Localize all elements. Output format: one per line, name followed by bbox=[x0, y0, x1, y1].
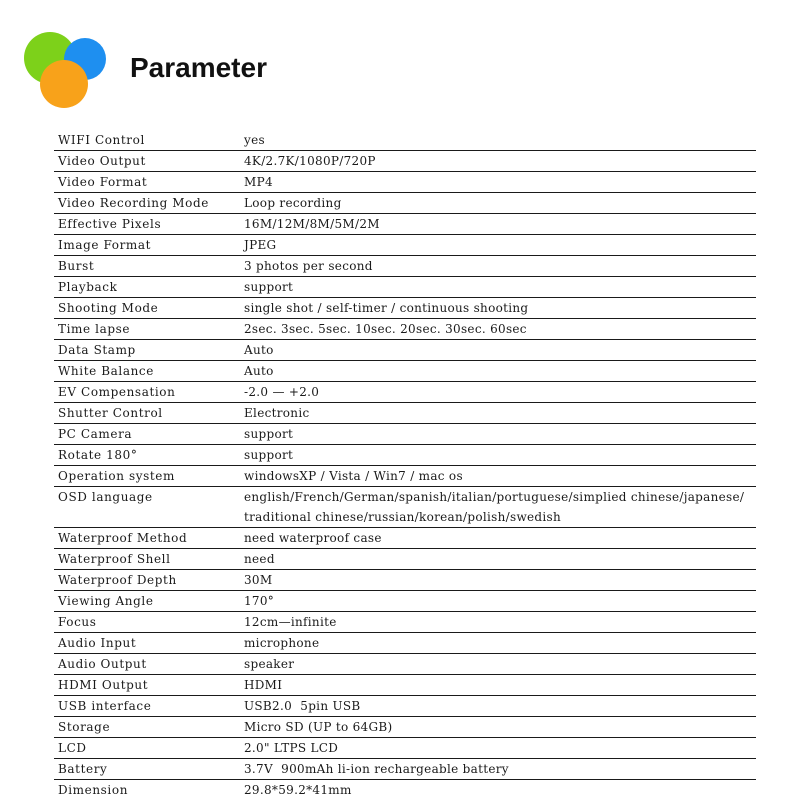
table-row bbox=[54, 340, 756, 361]
table-row bbox=[54, 298, 756, 319]
parameter-name: Operation system bbox=[58, 469, 175, 483]
table-row bbox=[54, 654, 756, 675]
parameter-value: 29.8*59.2*41mm bbox=[244, 783, 352, 797]
table-row bbox=[54, 235, 756, 256]
parameter-name: Video Output bbox=[58, 154, 146, 168]
parameter-value: 3 photos per second bbox=[244, 259, 373, 273]
parameter-name: Video Format bbox=[58, 175, 148, 189]
table-row bbox=[54, 633, 756, 654]
table-row bbox=[54, 696, 756, 717]
table-row bbox=[54, 319, 756, 340]
parameter-name: Waterproof Depth bbox=[58, 573, 177, 587]
parameter-name: LCD bbox=[58, 741, 87, 755]
parameter-name: Shutter Control bbox=[58, 406, 163, 420]
parameter-name: Rotate 180° bbox=[58, 448, 138, 462]
parameter-name: Dimension bbox=[58, 783, 129, 797]
parameter-value: windowsXP / Vista / Win7 / mac os bbox=[244, 469, 463, 483]
table-row bbox=[54, 403, 756, 424]
table-row bbox=[54, 487, 756, 528]
parameter-value: Auto bbox=[244, 364, 274, 378]
parameter-name: Shooting Mode bbox=[58, 301, 159, 315]
parameter-name: PC Camera bbox=[58, 427, 133, 441]
parameter-table bbox=[54, 130, 756, 800]
parameter-name: Waterproof Shell bbox=[58, 552, 171, 566]
table-row bbox=[54, 214, 756, 235]
parameter-name: WIFI Control bbox=[58, 133, 145, 147]
parameter-value: 2sec. 3sec. 5sec. 10sec. 20sec. 30sec. 60sec bbox=[244, 322, 527, 336]
parameter-value: support bbox=[244, 448, 294, 462]
table-row bbox=[54, 172, 756, 193]
table-row bbox=[54, 130, 756, 151]
parameter-name: EV Compensation bbox=[58, 385, 176, 399]
parameter-value: JPEG bbox=[244, 238, 277, 252]
page-title: Parameter bbox=[130, 52, 267, 83]
parameter-name: Effective Pixels bbox=[58, 217, 162, 231]
table-row bbox=[54, 759, 756, 780]
table-row bbox=[54, 193, 756, 214]
table-row bbox=[54, 445, 756, 466]
parameter-value: Electronic bbox=[244, 406, 310, 420]
parameter-name: Waterproof Method bbox=[58, 531, 188, 545]
table-row bbox=[54, 738, 756, 759]
brand-logo-circles bbox=[24, 30, 110, 110]
parameter-value: Loop recording bbox=[244, 196, 342, 210]
parameter-name: OSD language bbox=[58, 490, 153, 504]
table-row bbox=[54, 570, 756, 591]
parameter-value: 3.7V 900mAh li-ion rechargeable battery bbox=[244, 762, 509, 776]
parameter-value: yes bbox=[244, 133, 265, 147]
table-row bbox=[54, 717, 756, 738]
table-row bbox=[54, 256, 756, 277]
table-row bbox=[54, 361, 756, 382]
parameter-value: 30M bbox=[244, 573, 273, 587]
parameter-name: Viewing Angle bbox=[58, 594, 154, 608]
parameter-value: speaker bbox=[244, 657, 295, 671]
table-row bbox=[54, 612, 756, 633]
table-row bbox=[54, 780, 756, 800]
table-row bbox=[54, 382, 756, 403]
parameter-name: HDMI Output bbox=[58, 678, 149, 692]
parameter-name: Video Recording Mode bbox=[58, 196, 209, 210]
parameter-name: USB interface bbox=[58, 699, 152, 713]
parameter-name: Storage bbox=[58, 720, 111, 734]
parameter-value: USB2.0 5pin USB bbox=[244, 699, 361, 713]
table-row bbox=[54, 424, 756, 445]
parameter-name: Playback bbox=[58, 280, 118, 294]
parameter-value: support bbox=[244, 427, 294, 441]
parameter-name: Burst bbox=[58, 259, 95, 273]
table-row bbox=[54, 549, 756, 570]
parameter-value: Micro SD (UP to 64GB) bbox=[244, 720, 393, 734]
parameter-name: Audio Input bbox=[58, 636, 137, 650]
parameter-value: HDMI bbox=[244, 678, 283, 692]
parameter-name: Focus bbox=[58, 615, 97, 629]
table-row bbox=[54, 675, 756, 696]
parameter-value: Auto bbox=[244, 343, 274, 357]
parameter-name: Time lapse bbox=[58, 322, 131, 336]
parameter-value: english/French/German/spanish/italian/portuguese/simplied chinese/japanese/ traditional chinese/russian/korean/polish/swedish bbox=[244, 490, 745, 524]
table-row bbox=[54, 528, 756, 549]
parameter-name: Battery bbox=[58, 762, 108, 776]
parameter-name: Audio Output bbox=[58, 657, 147, 671]
parameter-name: Data Stamp bbox=[58, 343, 136, 357]
parameter-value: need waterproof case bbox=[244, 531, 382, 545]
parameter-value: 16M/12M/8M/5M/2M bbox=[244, 217, 380, 231]
parameter-name: White Balance bbox=[58, 364, 154, 378]
parameter-value: need bbox=[244, 552, 275, 566]
parameter-value: 12cm—infinite bbox=[244, 615, 337, 629]
parameter-value: -2.0 — +2.0 bbox=[244, 385, 320, 399]
parameter-value: 170° bbox=[244, 594, 275, 608]
table-row bbox=[54, 151, 756, 172]
parameter-value: microphone bbox=[244, 636, 320, 650]
parameter-value: support bbox=[244, 280, 294, 294]
table-row bbox=[54, 277, 756, 298]
table-row bbox=[54, 591, 756, 612]
parameter-value: 4K/2.7K/1080P/720P bbox=[244, 154, 376, 168]
parameter-value: 2.0" LTPS LCD bbox=[244, 741, 339, 755]
parameter-value: MP4 bbox=[244, 175, 273, 189]
parameter-name: Image Format bbox=[58, 238, 152, 252]
orange-circle bbox=[40, 60, 88, 108]
table-row bbox=[54, 466, 756, 487]
parameter-value: single shot / self-timer / continuous shooting bbox=[244, 301, 529, 315]
